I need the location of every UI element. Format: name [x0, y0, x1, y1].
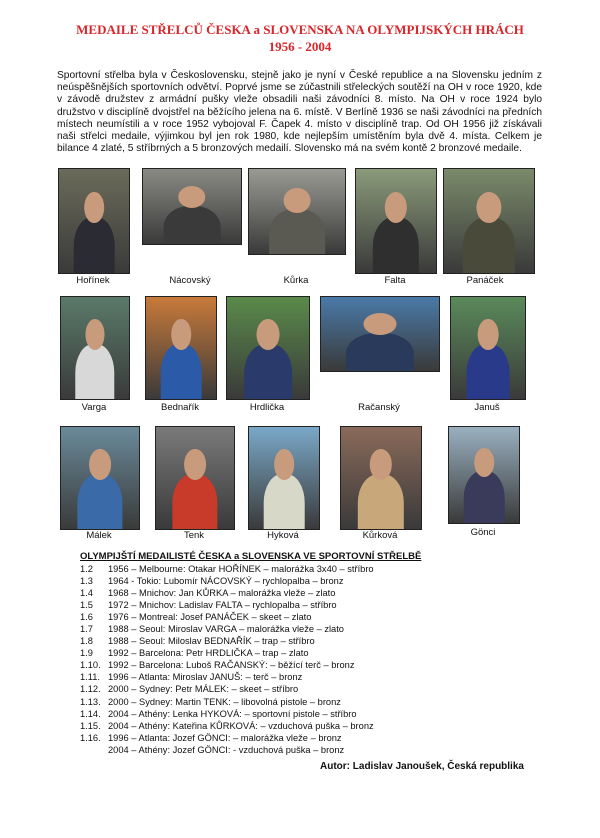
portrait-head [474, 448, 494, 477]
medalists-list [80, 563, 374, 756]
list-item [80, 708, 374, 720]
portrait-body [373, 217, 419, 274]
photo-racansky [320, 296, 440, 372]
photo-malek [60, 426, 140, 530]
intro-paragraph: Sportovní střelba byla v Československu, stejně jako je nyní v České republice a na Slovensku jedním z neúspěšnějších sportovních odvětví. Poprvé jsme se zúčastnili střeleckých soutěží na OH v roce 1920, kde v závodě družstev z armádní pušky vleže obsadili naši závodníci 8. místo. Na OH v roce 1924 bylo družstvo v disciplíně dvojstřel na běžícího jelena na 6. místě. V Berlíně 1936 se naši závodníci na předních místech neumístili a v roce 1952 vybojoval F. Čapek 4. místo v disciplíně trap. Od OH 1956 již získávali naši střelci medaile, výjimkou byl jen rok 1980, kde nejlepším umístěním byla dvě 4. místa. Celkem je bilance 4 zlaté, 5 stříbrných a 5 bronzových medailí. Slovensko má na svém kontě 2 bronzové medaile. [57, 70, 542, 155]
portrait-head [171, 319, 191, 350]
photo-panacek [443, 168, 535, 274]
list-item-number: 1.2 [80, 564, 93, 574]
list-item-number: 1.5 [80, 600, 93, 611]
list-item-text: 1988 – Seoul: Miroslav VARGA – malorážka vleže – zlato [108, 624, 344, 635]
list-item [80, 587, 374, 599]
list-item-number: 1.7 [80, 624, 93, 635]
list-item-number: 1.11. [80, 672, 100, 683]
list-item [80, 563, 374, 575]
list-item-number: 1.4 [80, 588, 93, 599]
caption-hrdlicka: Hrdlička [249, 402, 285, 413]
caption-falta: Falta [384, 275, 406, 286]
caption-racansky: Račanský [358, 402, 400, 413]
photo-hrdlicka [226, 296, 310, 400]
photo-nacovsky [142, 168, 242, 245]
portrait-body [269, 209, 325, 255]
list-item [80, 623, 374, 635]
photo-janus [450, 296, 526, 400]
portrait-body [77, 474, 122, 530]
portrait-body [172, 474, 217, 530]
photo-tenk [155, 426, 235, 530]
page-subtitle-years: 1956 - 2004 [268, 39, 332, 54]
portrait-body [264, 474, 305, 530]
list-item-text: 2000 – Sydney: Martin TENK: – libovolná pistole – bronz [108, 696, 341, 707]
portrait-head [85, 319, 104, 350]
portrait-body [467, 344, 510, 400]
list-item-number: 1.16. [80, 732, 101, 743]
list-item [80, 599, 374, 611]
list-item [80, 720, 374, 732]
list-item [80, 659, 374, 671]
caption-nacovsky: Nácovský [169, 275, 211, 286]
photo-hykova [248, 426, 320, 530]
caption-kurkova: Kůrková [362, 530, 398, 541]
list-item-number: 1.14. [80, 708, 101, 719]
list-item [80, 683, 374, 695]
page-title: MEDAILE STŘELCŮ ČESKA a SLOVENSKA NA OLYMPIJSKÝCH HRÁCH [76, 22, 524, 37]
caption-bednarik: Bednařík [160, 402, 200, 413]
list-item-text: 1972 – Mnichov: Ladislav FALTA – rychlopalba – stříbro [108, 600, 337, 611]
portrait-body [164, 206, 221, 246]
list-item [80, 635, 374, 647]
list-item-number: 1.9 [80, 648, 93, 659]
portrait-body [463, 217, 515, 274]
caption-tenk: Tenk [183, 530, 205, 541]
list-item [80, 696, 374, 708]
list-item-text: 1956 – Melbourne: Otakar HOŘÍNEK – malorážka 3x40 – stříbro [108, 564, 374, 574]
list-item-text: 1964 - Tokio: Lubomír NÁCOVSKÝ – rychlopalba – bronz [108, 576, 344, 587]
portrait-head [478, 319, 499, 350]
photo-gonci [448, 426, 520, 524]
list-item-number: 1.6 [80, 612, 93, 623]
list-item-text: 2004 – Athény: Jozef GÖNCI: - vzduchová puška – bronz [108, 744, 345, 755]
photo-horinek [58, 168, 130, 274]
photo-bednarik [145, 296, 217, 400]
list-item [80, 671, 374, 683]
list-item [80, 611, 374, 623]
portrait-head [363, 313, 396, 335]
caption-panacek: Panáček [466, 275, 504, 286]
list-item-text: 2004 – Athény: Kateřina KŮRKOVÁ: – vzduchová puška – bronz [108, 720, 374, 731]
list-item-number: 1.8 [80, 636, 93, 647]
portrait-body [161, 344, 202, 400]
caption-janus: Januš [474, 402, 500, 413]
list-item-text: 1996 – Atlanta: Jozef GÖNCI: – malorážka vleže – bronz [108, 732, 342, 743]
list-item-text: 1996 – Atlanta: Miroslav JANUŠ: – terč – bronz [108, 672, 303, 683]
portrait-head [84, 192, 104, 223]
photo-varga [60, 296, 130, 400]
portrait-head [178, 186, 205, 209]
list-item [80, 732, 374, 744]
portrait-head [89, 449, 111, 480]
caption-hykova: Hyková [267, 530, 299, 541]
medalists-list-title: OLYMPIJŠTÍ MEDAILISTÉ ČESKA a SLOVENSKA VE SPORTOVNÍ STŘELBĚ [80, 551, 422, 562]
portrait-body [346, 333, 414, 372]
portrait-body [74, 217, 115, 274]
portrait-body [244, 344, 292, 400]
list-item-number: 1.13. [80, 696, 101, 707]
list-item-number: 1.10. [80, 660, 101, 671]
list-item [80, 575, 374, 587]
list-item-text: 1992 – Barcelona: Luboš RAČANSKÝ: – běžící terč – bronz [108, 660, 355, 671]
list-item-text: 1976 – Montreal: Josef PANÁČEK – skeet – zlato [108, 612, 312, 623]
list-item-number: 1.3 [80, 576, 93, 587]
portrait-head [184, 449, 206, 480]
portrait-head [274, 449, 294, 480]
list-item-number: 1.15. [80, 720, 101, 731]
list-item-text: 2000 – Sydney: Petr MÁLEK: – skeet – stříbro [108, 684, 299, 695]
caption-gonci: Gönci [470, 527, 496, 538]
list-item [80, 647, 374, 659]
caption-varga: Varga [81, 402, 107, 413]
list-item [80, 744, 374, 756]
photo-falta [355, 168, 437, 274]
portrait-head [257, 319, 280, 350]
author-credit: Autor: Ladislav Janoušek, Česká republika [320, 761, 524, 772]
portrait-body [75, 344, 114, 400]
photo-kurka [248, 168, 346, 255]
portrait-body [358, 474, 404, 530]
photo-kurkova [340, 426, 422, 530]
portrait-head [370, 449, 392, 480]
portrait-head [284, 188, 311, 214]
list-item-text: 1988 – Seoul: Miloslav BEDNAŘÍK – trap – stříbro [108, 636, 315, 647]
portrait-body [464, 471, 505, 524]
caption-kurka: Kůrka [283, 275, 309, 286]
caption-malek: Málek [86, 530, 112, 541]
list-item-text: 1992 – Barcelona: Petr HRDLIČKA – trap – zlato [108, 648, 309, 659]
list-item-text: 2004 – Athény: Lenka HYKOVÁ: – sportovní pistole – stříbro [108, 708, 357, 719]
caption-horinek: Hořínek [76, 275, 110, 286]
list-item-number: 1.12. [80, 684, 101, 695]
list-item-text: 1968 – Mnichov: Jan KŮRKA – malorážka vleže – zlato [108, 588, 336, 599]
